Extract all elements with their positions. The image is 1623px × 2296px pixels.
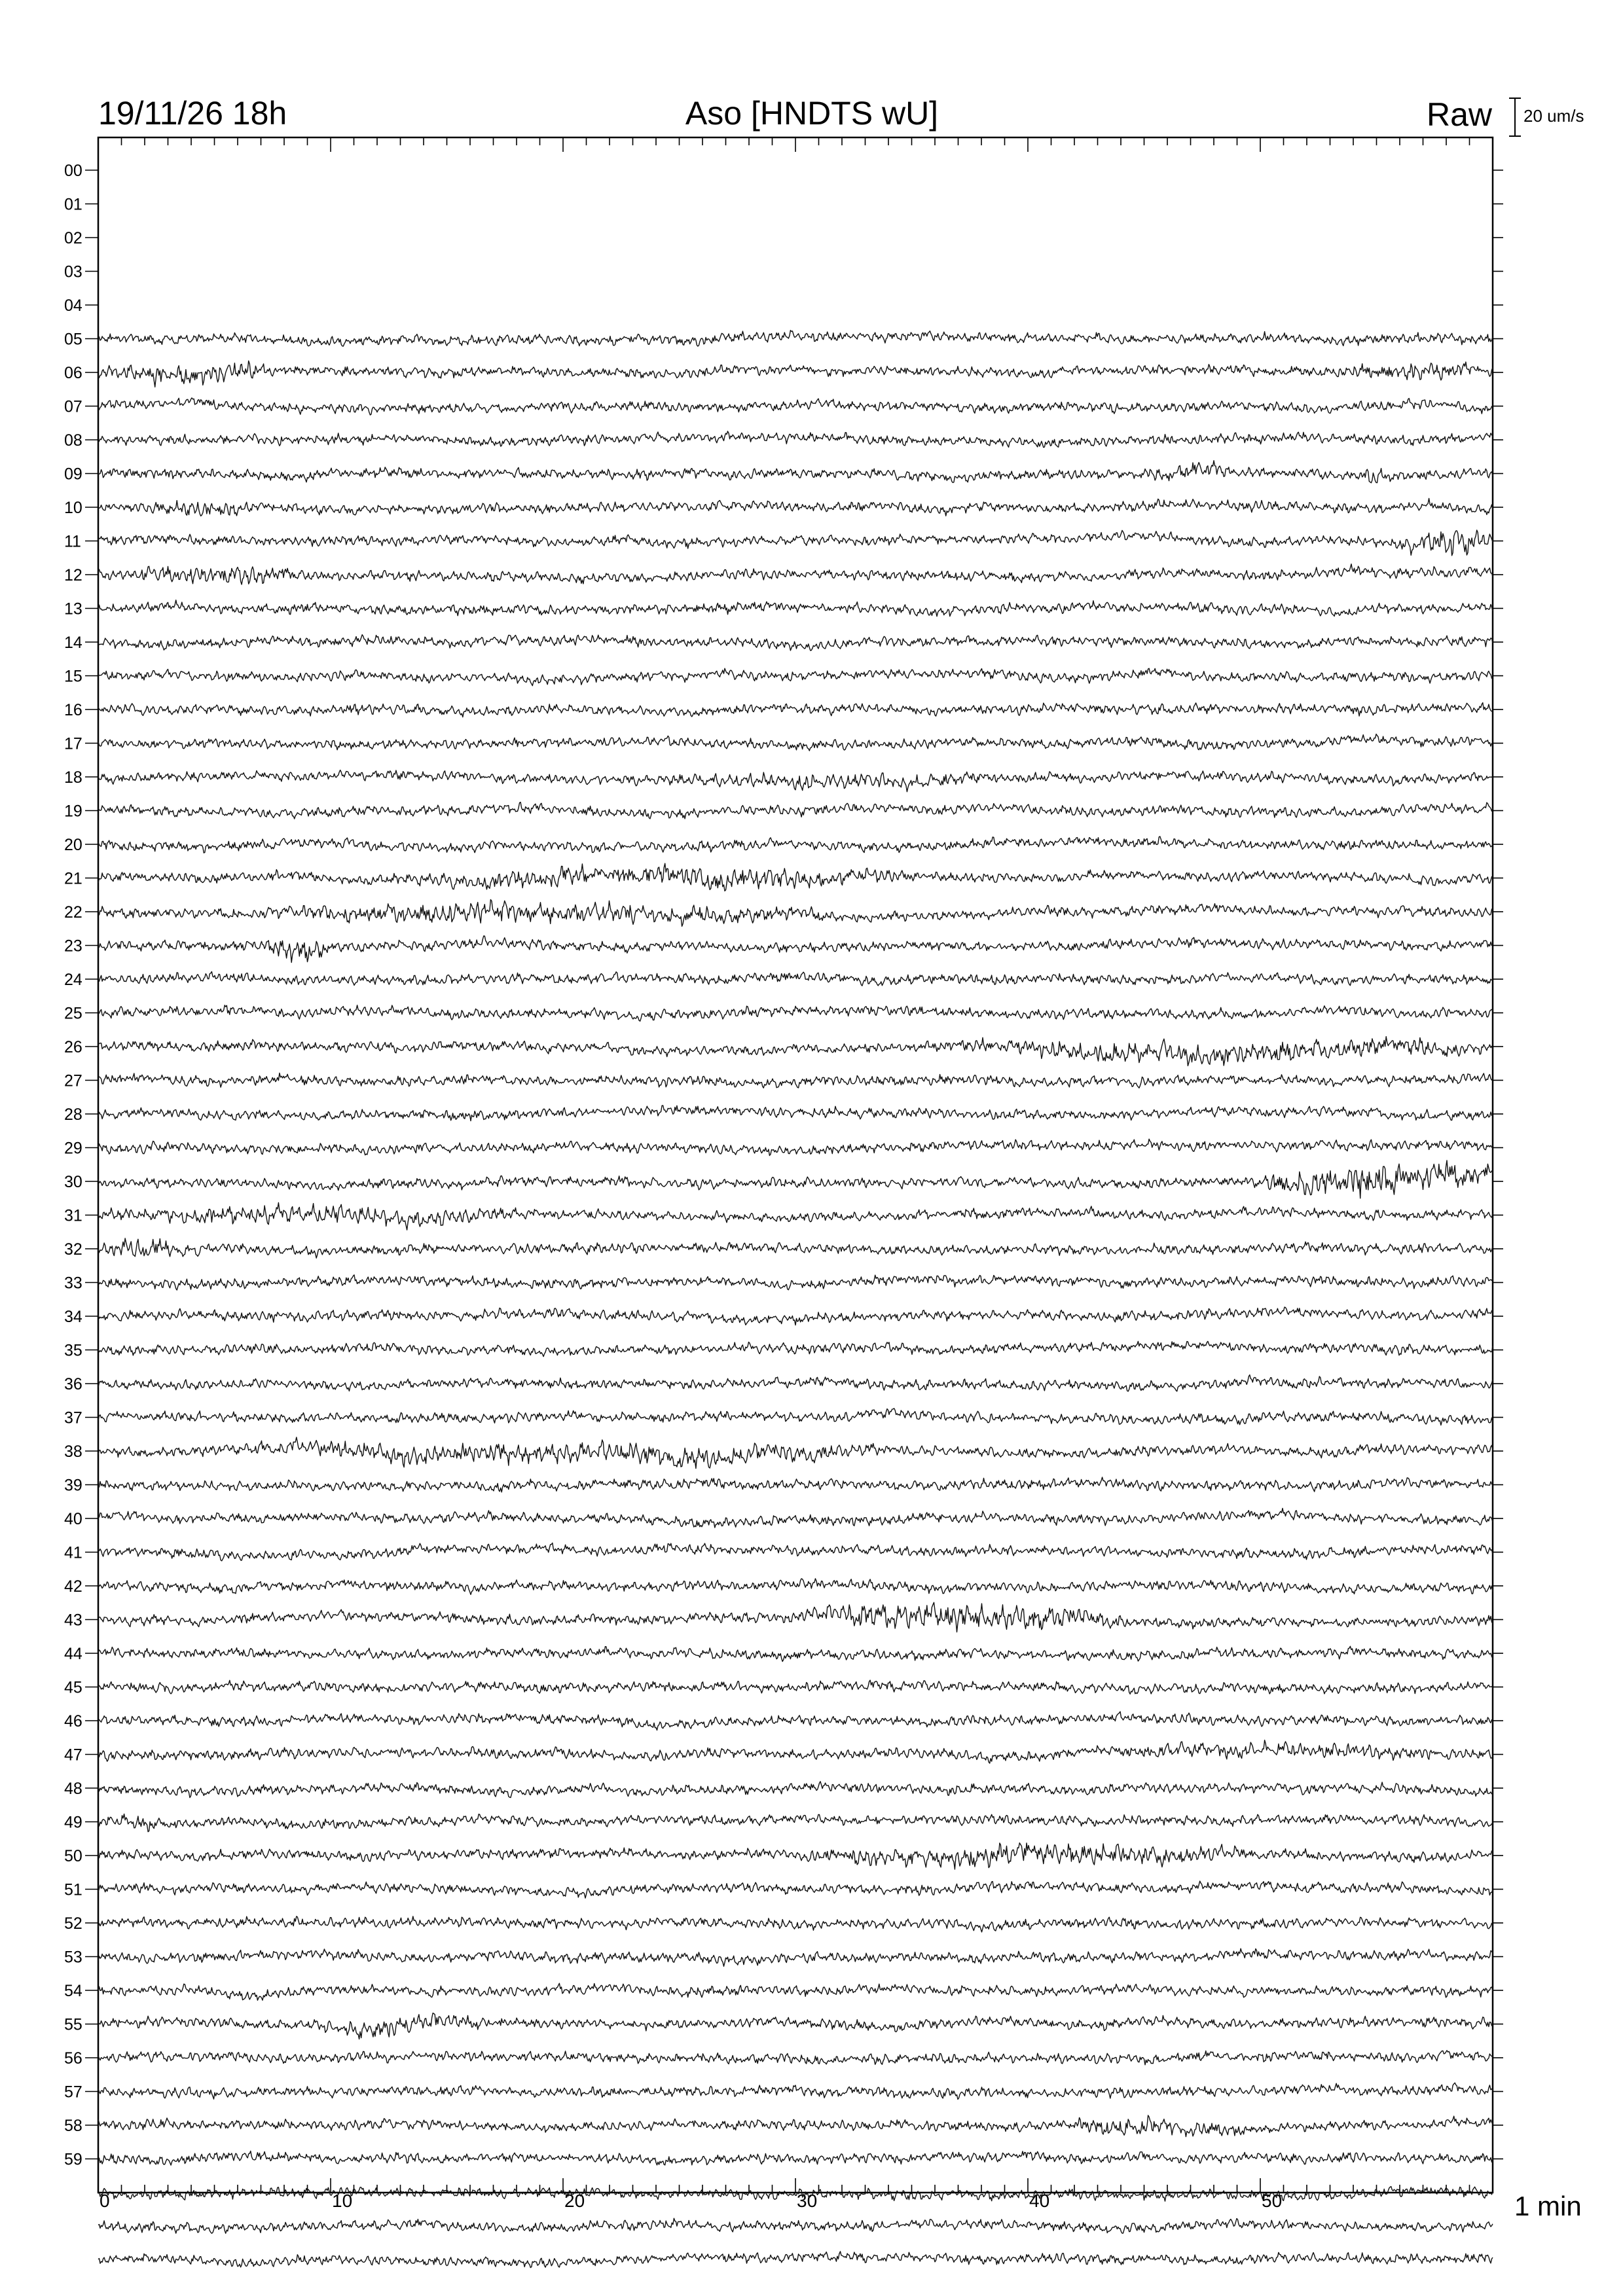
trace-row-16	[98, 703, 1493, 717]
minute-row-label: 36	[64, 1375, 82, 1393]
minute-row-label: 03	[64, 262, 82, 281]
minute-row-label: 45	[64, 1678, 82, 1697]
trace-row-33	[98, 1275, 1493, 1290]
minute-row-label: 40	[64, 1510, 82, 1528]
x-tick-label: 0	[100, 2191, 110, 2211]
trace-row-32	[98, 1238, 1493, 1258]
trace-row-44	[98, 1646, 1493, 1661]
trace-row-11	[98, 530, 1493, 556]
trace-row-23	[98, 936, 1493, 963]
minute-row-label: 35	[64, 1341, 82, 1360]
minute-row-label: 41	[64, 1543, 82, 1562]
x-tick-label: 40	[1029, 2191, 1050, 2211]
minute-row-label: 15	[64, 667, 82, 686]
station-title: Aso [HNDTS wU]	[685, 95, 939, 132]
trace-row-57	[98, 2083, 1493, 2099]
trace-row-56	[98, 2051, 1493, 2065]
minute-row-label: 01	[64, 195, 82, 214]
minute-row-label: 02	[64, 229, 82, 247]
minute-row-label: 27	[64, 1071, 82, 1090]
trace-row-48	[98, 1782, 1493, 1798]
trace-row-06	[98, 361, 1493, 387]
amplitude-scale-bar	[1509, 98, 1521, 136]
trace-row-20	[98, 836, 1493, 853]
minute-row-label: 04	[64, 296, 82, 315]
trace-row-21	[98, 863, 1493, 891]
trace-row-35	[98, 1341, 1493, 1356]
minute-row-label: 09	[64, 465, 82, 484]
x-tick-label: 50	[1262, 2191, 1283, 2211]
trace-row-41	[98, 1543, 1493, 1560]
trace-row-27	[98, 1073, 1493, 1088]
trace-row-25	[98, 1005, 1493, 1021]
x-tick-label: 20	[564, 2191, 585, 2211]
trace-row-next-2	[98, 2251, 1493, 2268]
minute-row-label: 13	[64, 600, 82, 619]
minute-row-label: 48	[64, 1780, 82, 1798]
minute-row-label: 23	[64, 937, 82, 956]
minute-row-label: 33	[64, 1274, 82, 1293]
minute-row-label: 25	[64, 1004, 82, 1023]
minute-row-label: 34	[64, 1308, 82, 1326]
minute-row-label: 38	[64, 1443, 82, 1461]
minute-row-label: 07	[64, 397, 82, 416]
minute-row-label: 49	[64, 1813, 82, 1832]
trace-row-43	[98, 1602, 1493, 1632]
minute-row-label: 11	[64, 532, 81, 551]
trace-row-52	[98, 1916, 1493, 1932]
minute-row-label: 18	[64, 768, 82, 787]
trace-row-07	[98, 398, 1493, 415]
trace-row-26	[98, 1037, 1493, 1066]
minute-row-label: 12	[64, 566, 82, 584]
minute-row-label: 00	[64, 162, 82, 180]
trace-row-22	[98, 899, 1493, 926]
minute-row-label: 52	[64, 1914, 82, 1933]
minute-row-label: 24	[64, 971, 82, 989]
trace-row-51	[98, 1881, 1493, 1898]
minute-row-label: 05	[64, 330, 82, 349]
minute-row-label: 31	[64, 1206, 82, 1225]
minute-row-label: 10	[64, 499, 82, 517]
date-hour-label: 19/11/26 18h	[98, 95, 287, 132]
minute-row-label: 29	[64, 1139, 82, 1158]
minute-row-label: 06	[64, 364, 82, 382]
minute-row-label: 43	[64, 1611, 82, 1630]
minute-row-label: 42	[64, 1577, 82, 1596]
trace-row-28	[98, 1105, 1493, 1121]
trace-row-50	[98, 1843, 1493, 1869]
trace-row-17	[98, 734, 1493, 751]
trace-row-14	[98, 635, 1493, 651]
trace-row-59	[98, 2151, 1493, 2166]
minute-row-label: 08	[64, 431, 82, 450]
trace-row-39	[98, 1477, 1493, 1492]
trace-row-30	[98, 1160, 1493, 1198]
minute-row-label: 37	[64, 1408, 82, 1427]
trace-row-58	[98, 2115, 1493, 2137]
minute-row-label: 21	[64, 869, 82, 888]
trace-row-54	[98, 1983, 1493, 2000]
trace-row-15	[98, 668, 1493, 685]
seismic-traces	[98, 331, 1493, 2268]
minute-row-label: 39	[64, 1476, 82, 1495]
minute-row-label: 16	[64, 701, 82, 719]
trace-row-53	[98, 1948, 1493, 1966]
minute-row-label: 46	[64, 1712, 82, 1731]
minute-row-labels	[64, 162, 1503, 2169]
minute-row-label: 50	[64, 1847, 82, 1865]
trace-row-46	[98, 1712, 1493, 1730]
x-axis-ticks	[98, 137, 1493, 2211]
trace-row-55	[98, 2013, 1493, 2039]
minute-row-label: 56	[64, 2049, 82, 2068]
minute-row-label: 54	[64, 1982, 82, 2000]
trace-row-18	[98, 770, 1493, 792]
trace-row-19	[98, 802, 1493, 819]
minute-row-label: 47	[64, 1746, 82, 1765]
trace-row-42	[98, 1579, 1493, 1594]
trace-row-13	[98, 600, 1493, 617]
trace-row-29	[98, 1139, 1493, 1155]
x-unit-label: 1 min	[1514, 2191, 1582, 2221]
minute-row-label: 17	[64, 734, 82, 753]
trace-row-08	[98, 431, 1493, 448]
minute-row-label: 44	[64, 1645, 82, 1663]
trace-row-05	[98, 331, 1493, 346]
amplitude-scale-label: 20 um/s	[1523, 106, 1584, 126]
trace-row-49	[98, 1814, 1493, 1832]
trace-row-next-1	[98, 2218, 1493, 2233]
trace-row-37	[98, 1408, 1493, 1426]
trace-row-34	[98, 1307, 1493, 1325]
minute-row-label: 53	[64, 1948, 82, 1967]
trace-row-10	[98, 498, 1493, 516]
trace-row-36	[98, 1375, 1493, 1391]
minute-row-label: 58	[64, 2117, 82, 2135]
minute-row-label: 20	[64, 836, 82, 854]
minute-row-label: 22	[64, 903, 82, 922]
minute-row-label: 55	[64, 2015, 82, 2034]
trace-row-24	[98, 972, 1493, 986]
minute-row-label: 57	[64, 2083, 82, 2102]
minute-row-label: 26	[64, 1038, 82, 1056]
minute-row-label: 32	[64, 1240, 82, 1259]
trace-row-45	[98, 1680, 1493, 1694]
trace-row-40	[98, 1508, 1493, 1528]
trace-row-09	[98, 461, 1493, 483]
minute-row-label: 51	[64, 1880, 82, 1899]
trace-row-38	[98, 1437, 1493, 1469]
minute-row-label: 14	[64, 634, 82, 652]
minute-row-label: 28	[64, 1105, 82, 1124]
x-tick-label: 30	[797, 2191, 818, 2211]
trace-row-12	[98, 564, 1493, 584]
minute-row-label: 19	[64, 802, 82, 821]
minute-row-label: 59	[64, 2150, 82, 2169]
x-tick-label: 10	[332, 2191, 353, 2211]
trace-row-31	[98, 1203, 1493, 1230]
minute-row-label: 30	[64, 1173, 82, 1191]
mode-label: Raw	[1426, 96, 1492, 133]
trace-row-47	[98, 1740, 1493, 1763]
